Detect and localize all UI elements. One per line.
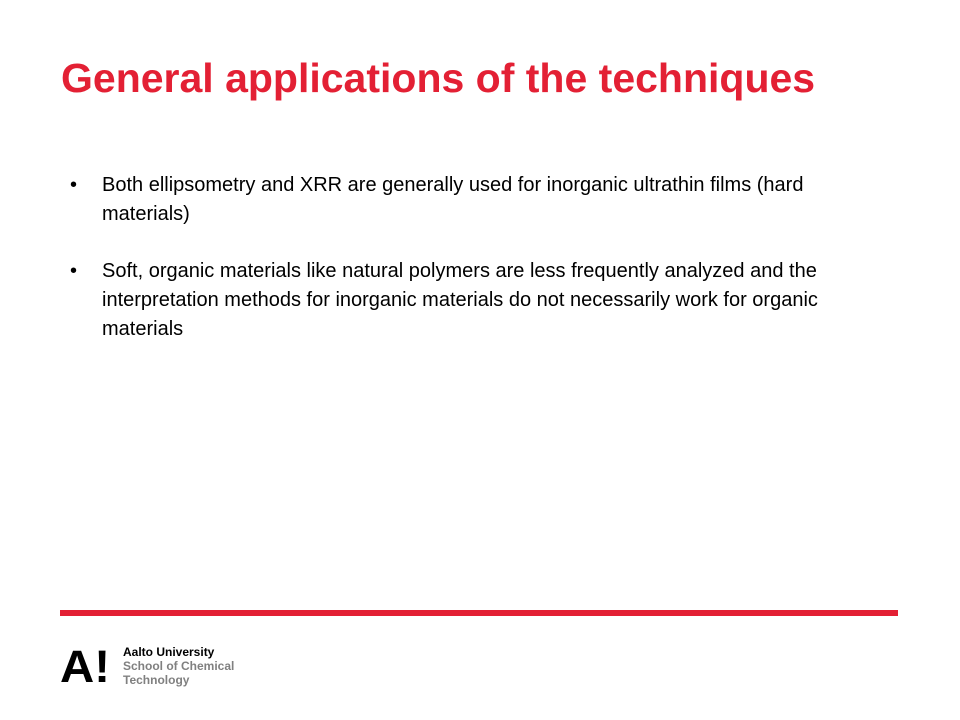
bullet-list	[70, 171, 880, 372]
bullet-item-organic-materials	[70, 257, 880, 344]
logo-wordmark	[123, 645, 234, 687]
logo-mark-text: A!	[60, 646, 110, 684]
bullet-dot-icon: •	[70, 260, 78, 282]
footer-divider	[60, 610, 898, 616]
bullet-text: Soft, organic materials like natural polymers are less frequently analyzed and the interpretation methods for inorganic materials do not necessarily work for organic materials	[102, 260, 818, 340]
bullet-text: Both ellipsometry and XRR are generally used for inorganic ultrathin films (hard materials)	[102, 174, 804, 225]
bullet-dot-icon: •	[70, 174, 78, 196]
school-name-line1: School of Chemical	[123, 659, 235, 673]
slide-title: General applications of the techniques	[61, 55, 816, 101]
bullet-item-hard-materials	[70, 171, 880, 229]
aalto-logo-icon	[60, 646, 112, 684]
university-name: Aalto University	[123, 645, 215, 659]
school-name-line2: Technology	[123, 673, 190, 687]
